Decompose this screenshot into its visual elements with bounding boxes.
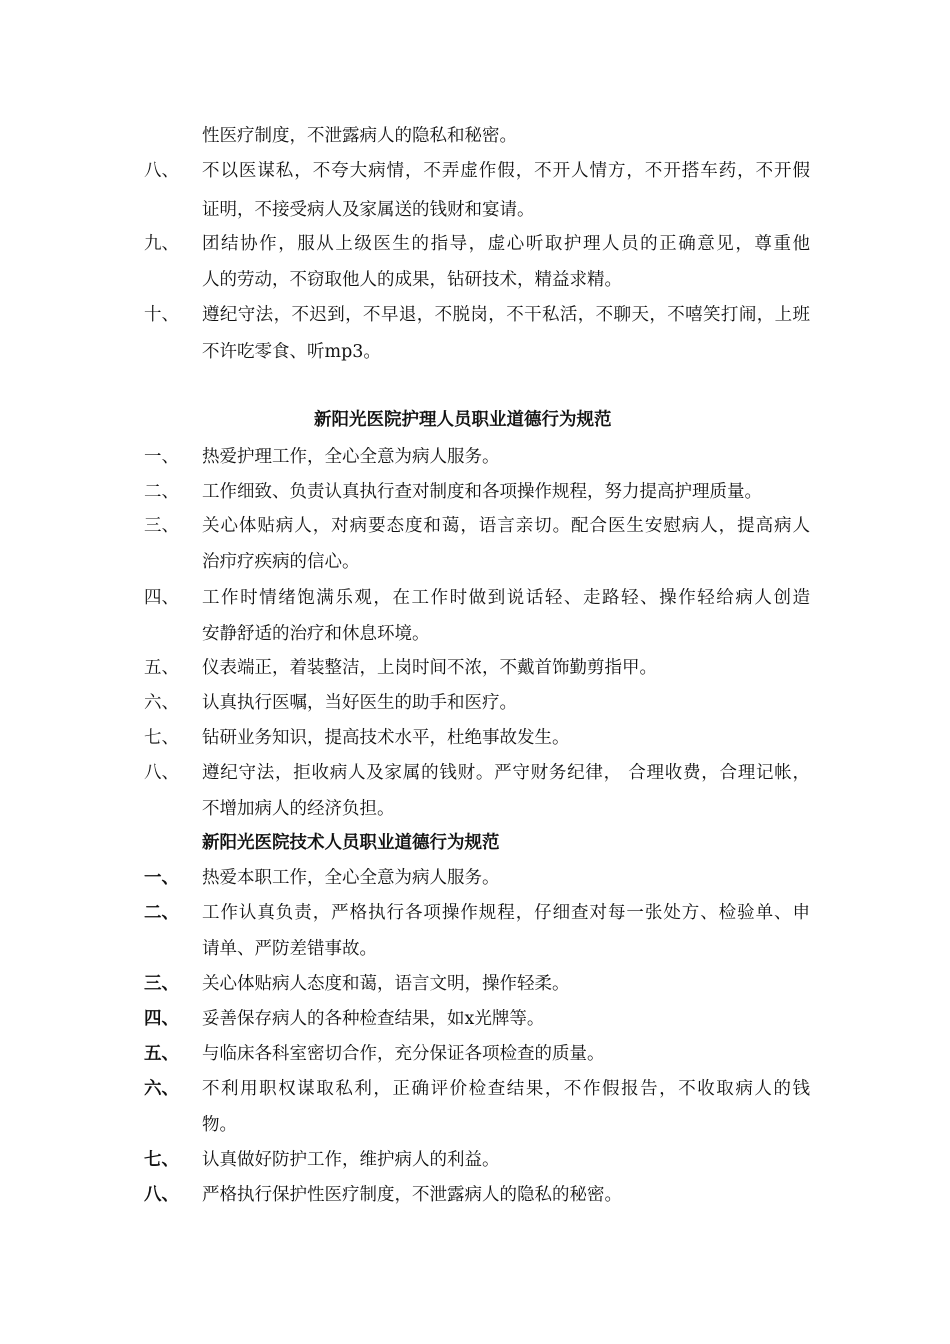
item-text: 不增加病人的经济负担。 bbox=[202, 799, 395, 819]
item-text: 关心体贴病人态度和蔼，语言文明，操作轻柔。 bbox=[202, 974, 570, 994]
item-number: 三、 bbox=[144, 974, 179, 994]
item-text: 不许吃零食、听mp3。 bbox=[202, 342, 381, 362]
item-text: 工作时情绪饱满乐观，在工作时做到说话轻、走路轻、操作轻给病人创造 bbox=[202, 588, 810, 608]
continuation-line: 性医疗制度，不泄露病人的隐私和秘密。 bbox=[202, 126, 517, 146]
item-number: 一、 bbox=[144, 447, 179, 467]
item-text: 仪表端正，着装整洁，上岗时间不浓，不戴首饰勤剪指甲。 bbox=[202, 658, 657, 678]
item-number: 六、 bbox=[144, 693, 179, 713]
item-number: 七、 bbox=[144, 1150, 179, 1170]
item-text: 严格执行保护性医疗制度，不泄露病人的隐私的秘密。 bbox=[202, 1185, 622, 1205]
item-text: 工作认真负责，严格执行各项操作规程，仔细查对每一张处方、检验单、申 bbox=[202, 903, 810, 923]
item-text: 不以医谋私，不夸大病情，不弄虚作假，不开人情方，不开搭车药，不开假 bbox=[202, 161, 810, 181]
item-number: 五、 bbox=[144, 1044, 179, 1064]
item-text: 遵纪守法，不迟到，不早退，不脱岗，不干私活，不聊天，不嘻笑打闹，上班 bbox=[202, 305, 810, 325]
item-text: 不利用职权谋取私利，正确评价检查结果，不作假报告，不收取病人的钱 bbox=[202, 1079, 810, 1099]
item-number: 八、 bbox=[144, 763, 179, 783]
item-text: 证明，不接受病人及家属送的钱财和宴请。 bbox=[202, 200, 535, 220]
item-text: 妥善保存病人的各种检查结果，如x光牌等。 bbox=[202, 1009, 545, 1029]
item-text: 与临床各科室密切合作，充分保证各项检查的质量。 bbox=[202, 1044, 605, 1064]
item-number: 五、 bbox=[144, 658, 179, 678]
item-number: 八、 bbox=[144, 1185, 179, 1205]
item-number: 七、 bbox=[144, 728, 179, 748]
item-number: 四、 bbox=[144, 588, 179, 608]
item-number: 一、 bbox=[144, 868, 179, 888]
item-number: 三、 bbox=[144, 516, 179, 536]
item-text: 治疖疗疾病的信心。 bbox=[202, 552, 360, 572]
item-number: 二、 bbox=[144, 903, 179, 923]
section-title-technical: 新阳光医院技术人员职业道德行为规范 bbox=[202, 833, 500, 853]
item-text: 安静舒适的治疗和休息环境。 bbox=[202, 624, 430, 644]
section-title-nursing: 新阳光医院护理人员职业道德行为规范 bbox=[314, 410, 612, 430]
item-text: 热爱护理工作，全心全意为病人服务。 bbox=[202, 447, 500, 467]
item-number: 八、 bbox=[144, 161, 179, 181]
item-number: 九、 bbox=[144, 234, 179, 254]
item-text: 物。 bbox=[202, 1115, 237, 1135]
item-number: 十、 bbox=[144, 305, 179, 325]
item-text: 认真做好防护工作，维护病人的利益。 bbox=[202, 1150, 500, 1170]
item-text: 人的劳动，不窃取他人的成果，钻研技术，精益求精。 bbox=[202, 270, 622, 290]
item-text: 热爱本职工作，全心全意为病人服务。 bbox=[202, 868, 500, 888]
item-text: 关心体贴病人，对病要态度和蔼，语言亲切。配合医生安慰病人，提高病人 bbox=[202, 516, 810, 536]
item-number: 六、 bbox=[144, 1079, 179, 1099]
item-text: 遵纪守法，拒收病人及家属的钱财。严守财务纪律， 合理收费，合理记帐， bbox=[202, 763, 810, 783]
item-number: 四、 bbox=[144, 1009, 179, 1029]
item-text: 团结协作，服从上级医生的指导，虚心听取护理人员的正确意见，尊重他 bbox=[202, 234, 810, 254]
item-text: 工作细致、负责认真执行查对制度和各项操作规程，努力提高护理质量。 bbox=[202, 482, 762, 502]
item-text: 认真执行医嘱，当好医生的助手和医疗。 bbox=[202, 693, 517, 713]
item-number: 二、 bbox=[144, 482, 179, 502]
item-text: 钻研业务知识，提高技术水平，杜绝事故发生。 bbox=[202, 728, 570, 748]
item-text: 请单、严防差错事故。 bbox=[202, 939, 377, 959]
